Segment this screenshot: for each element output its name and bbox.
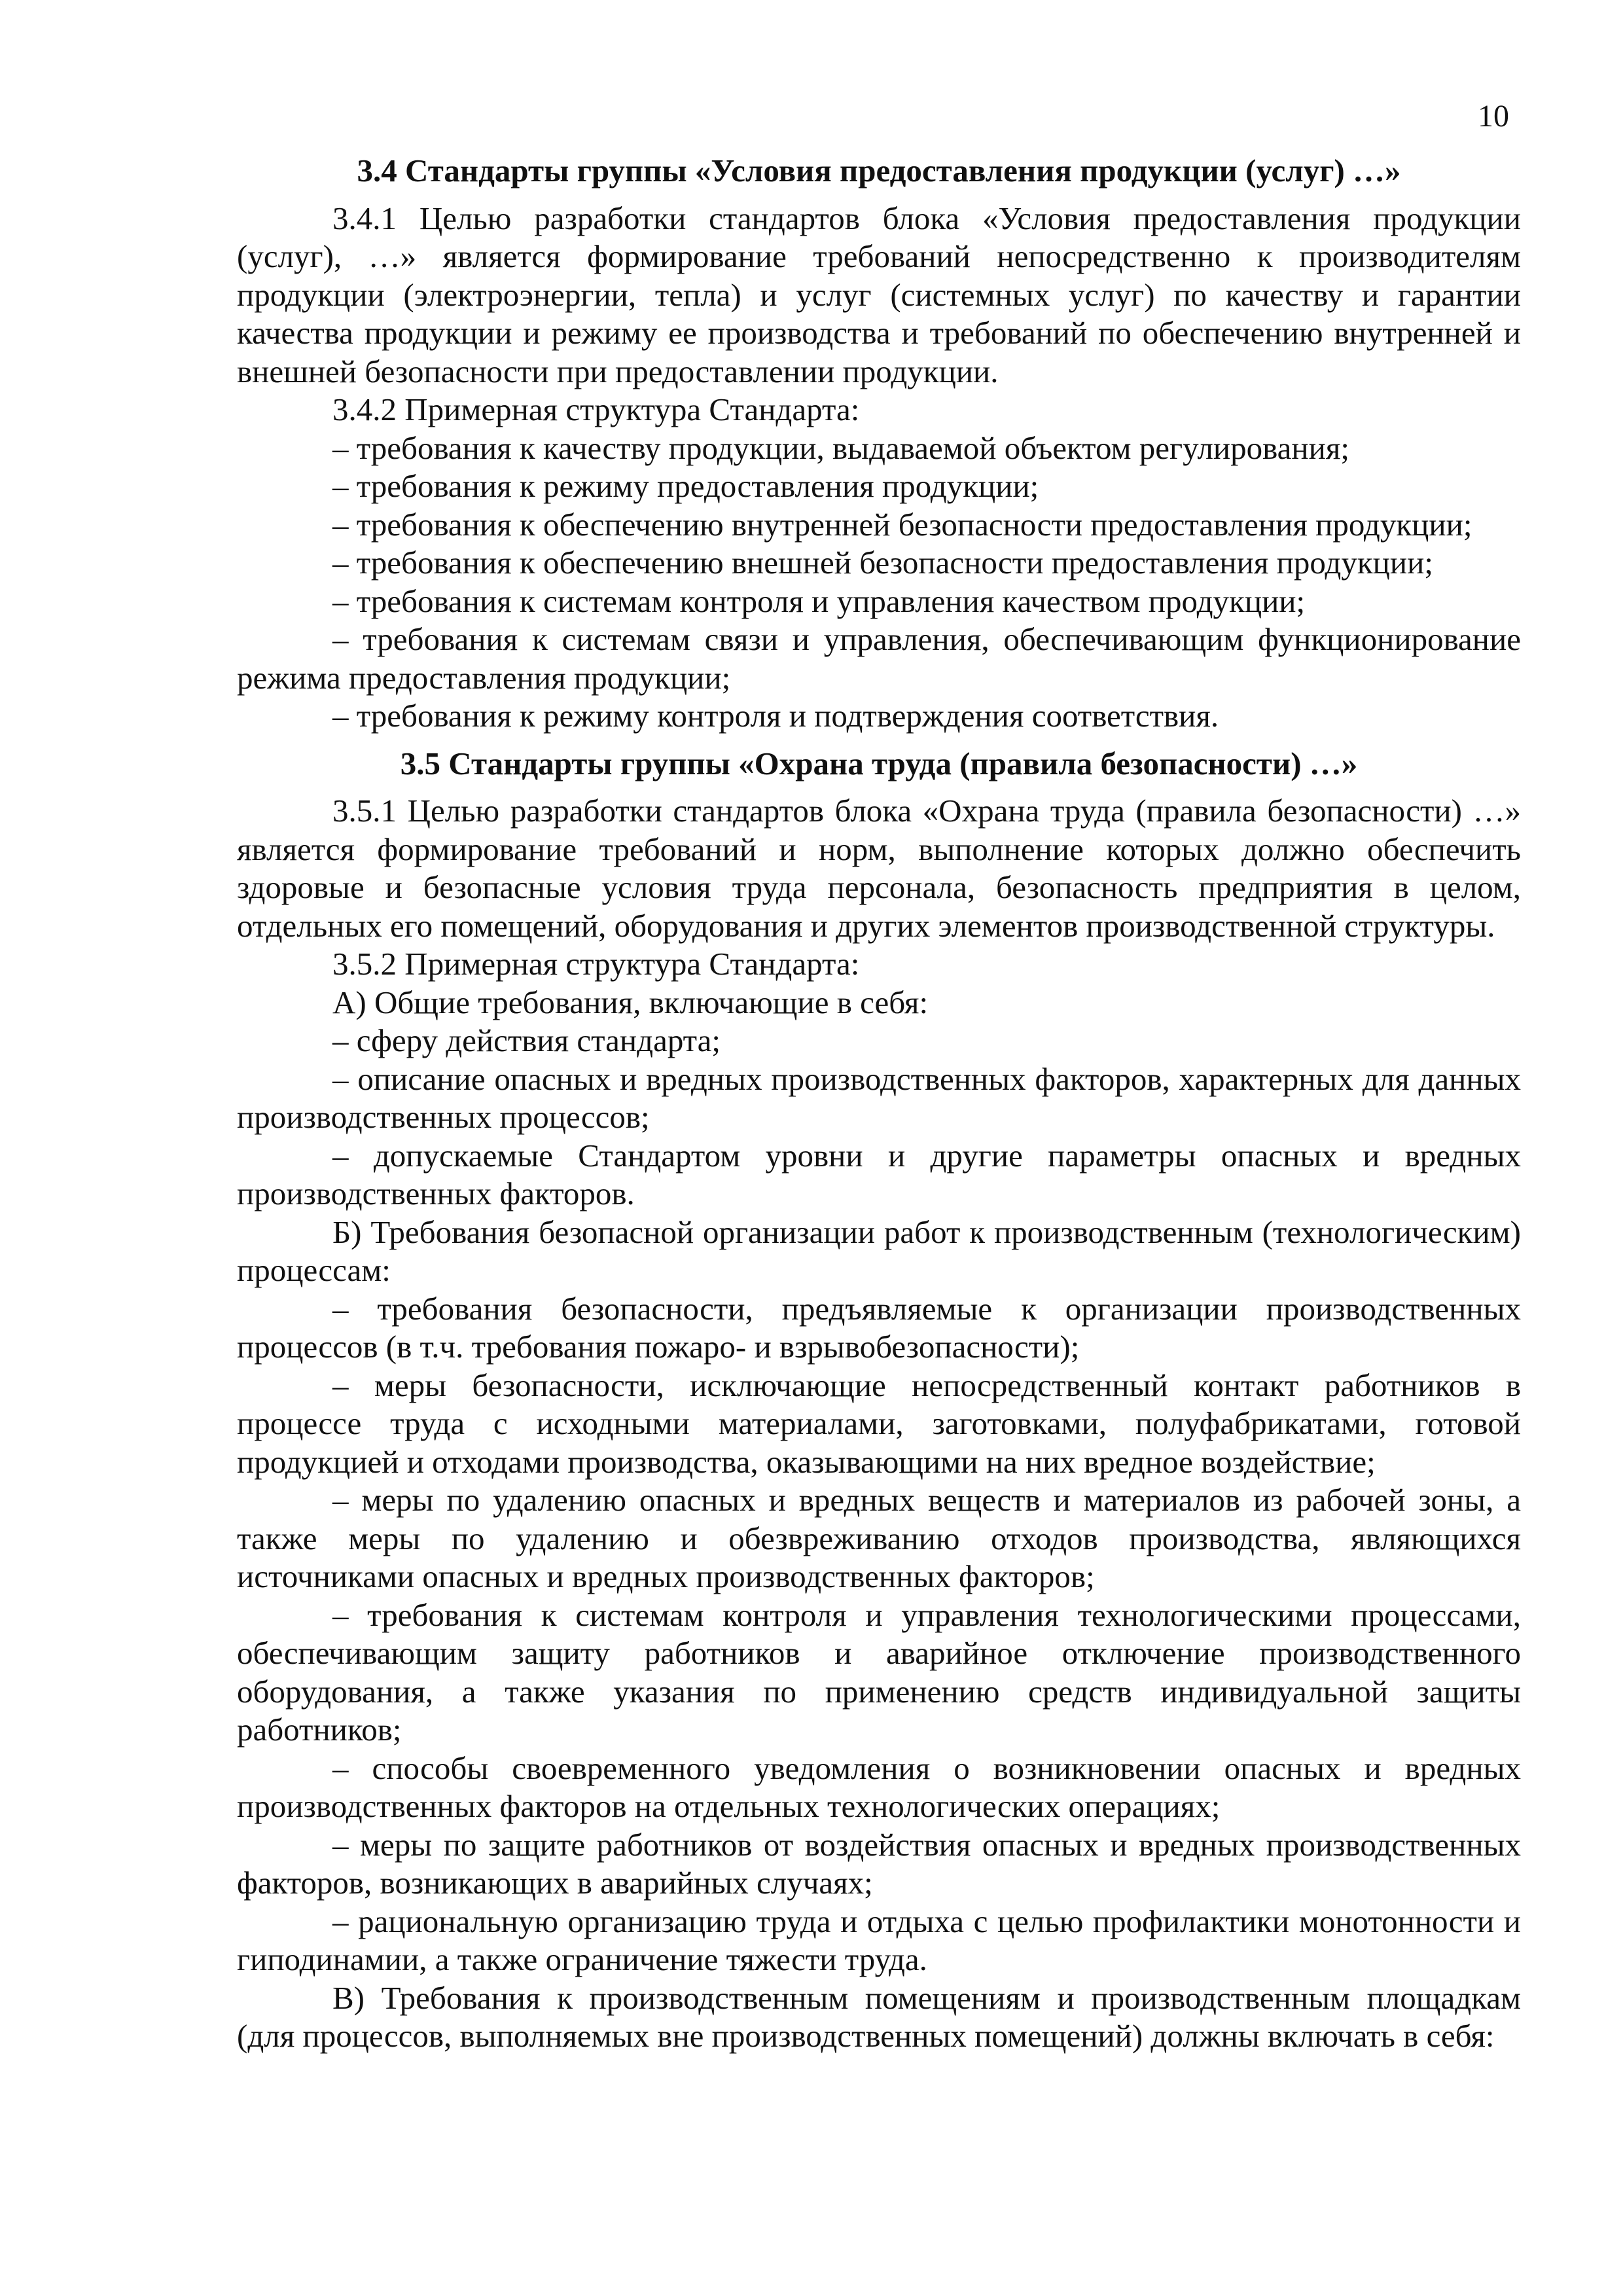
list-item: – требования к режиму контроля и подтверждения соответствия. [332,698,1219,734]
subsection-a-title: А) Общие требования, включающие в себя: [332,984,929,1020]
list-item: – допускаемые Стандартом уровни и другие параметры опасных и вредных производственных факторов. [237,1137,1521,1211]
section-3-5-heading: 3.5 Стандарты группы «Охрана труда (правила безопасности) …» [400,745,1358,781]
list-item: – сферу действия стандарта; [332,1022,721,1058]
section-3-4-2-paragraph: 3.4.2 Примерная структура Стандарта: [332,391,860,427]
section-3-4-heading: 3.4 Стандарты группы «Условия предоставления продукции (услуг) …» [357,152,1401,188]
subsection-b-title: Б) Требования безопасной организации работ к производственным (технологическим) процессам: [237,1213,1521,1288]
list-item: – требования к системам контроля и управления технологическими процессами, обеспечивающим защиту работников и аварийное отключение производственного оборудования, а также указания по применению средств индивидуальной защиты работников; [237,1596,1521,1748]
list-item: – рациональную организацию труда и отдыха с целью профилактики монотонности и гиподинамии, а также ограничение тяжести труда. [237,1903,1521,1977]
list-item: – меры безопасности, исключающие непосредственный контакт работников в процессе труда с исходными материалами, заготовками, полуфабрикатами, готовой продукцией и отходами производства, оказывающими на них вредное воздействие; [237,1367,1521,1480]
list-item: – требования к качеству продукции, выдаваемой объектом регулирования; [332,429,1349,466]
list-item: – описание опасных и вредных производственных факторов, характерных для данных производственных процессов; [237,1060,1521,1135]
list-item: – требования к системам связи и управления, обеспечивающим функционирование режима предоставления продукции; [237,621,1521,696]
page-content [237,152,1521,2056]
section-3-5-1-paragraph: 3.5.1 Целью разработки стандартов блока «Охрана труда (правила безопасности) …» является формирование требований и норм, выполнение которых должно обеспечить здоровые и безопасные условия труда персонала, безопасность предприятия в целом, отдельных его помещений, оборудования и других элементов производственной структуры. [237,793,1521,944]
list-item: – меры по защите работников от воздействия опасных и вредных производственных факторов, возникающих в аварийных случаях; [237,1826,1521,1901]
list-item: – требования безопасности, предъявляемые к организации производственных процессов (в т.ч. требования пожаро- и взрывобезопасности); [237,1290,1521,1365]
list-item: – требования к режиму предоставления продукции; [332,468,1039,504]
list-item: – требования к системам контроля и управления качеством продукции; [332,583,1306,619]
section-3-5-2-paragraph: 3.5.2 Примерная структура Стандарта: [332,946,860,982]
list-item: – способы своевременного уведомления о возникновении опасных и вредных производственных факторов на отдельных технологических операциях; [237,1749,1521,1824]
section-3-4-1-paragraph: 3.4.1 Целью разработки стандартов блока «Условия предоставления продукции (услуг), …» является формирование требований непосредственно к производителям продукции (электроэнергии, тепла) и услуг (системных услуг) по качеству и гарантии качества продукции и режиму ее производства и требований по обеспечению внутренней и внешней безопасности при предоставлении продукции. [237,200,1521,389]
page-number: 10 [1478,99,1509,134]
list-item: – требования к обеспечению внешней безопасности предоставления продукции; [332,545,1433,581]
subsection-v-title: В) Требования к производственным помещениям и производственным площадкам (для процессов, выполняемых вне производственных помещений) должны включать в себя: [237,1979,1521,2054]
list-item: – требования к обеспечению внутренней безопасности предоставления продукции; [332,506,1472,543]
list-item: – меры по удалению опасных и вредных веществ и материалов из рабочей зоны, а также меры по удалению и обезвреживанию отходов производства, являющихся источниками опасных и вредных производственных факторов; [237,1482,1521,1594]
